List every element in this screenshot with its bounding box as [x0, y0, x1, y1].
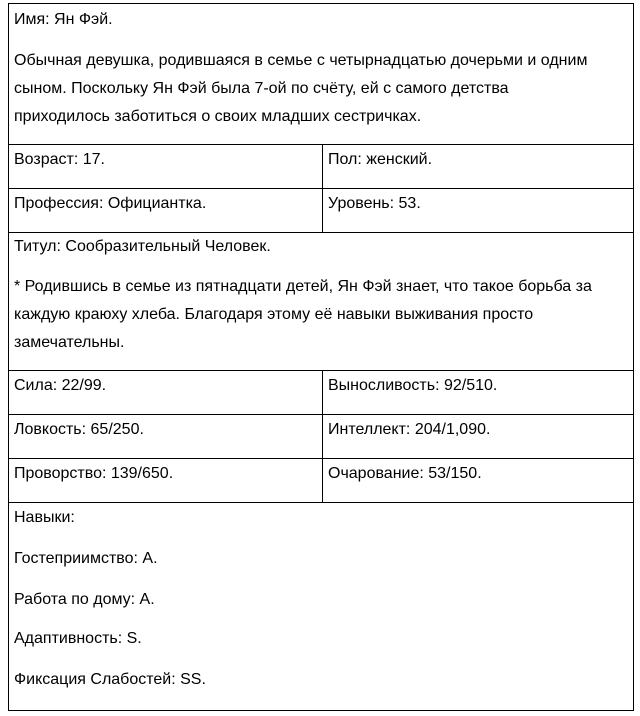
skill-item: Гостеприимство: А. [14, 550, 158, 567]
table-column-divider [322, 144, 323, 232]
table-divider [8, 232, 634, 233]
age-value: Возраст: 17. [14, 151, 105, 168]
table-divider [8, 370, 634, 371]
bio-line: сыном. Поскольку Ян Фэй была 7-ой по счёту, ей с самого детства [14, 80, 509, 97]
gender-value: Пол: женский. [328, 151, 433, 168]
stamina-value: Выносливость: 92/510. [328, 377, 498, 394]
table-border-bottom [8, 710, 634, 711]
bio-line: Обычная девушка, родившаяся в семье с четырнадцатью дочерьми и одним [14, 52, 588, 69]
table-divider [8, 458, 634, 459]
strength-value: Сила: 22/99. [14, 377, 107, 394]
bio-paragraph [14, 47, 587, 131]
skill-item: Работа по дому: А. [14, 591, 155, 608]
skill-item: Фиксация Слабостей: SS. [14, 671, 206, 688]
skill-item: Адаптивность: S. [14, 630, 142, 647]
table-divider [8, 144, 634, 145]
intellect-value: Интеллект: 204/1,090. [328, 421, 491, 438]
name-line: Имя: Ян Фэй. [14, 11, 113, 28]
table-border-left [8, 3, 9, 711]
profession-value: Профессия: Официантка. [14, 195, 207, 212]
charm-value: Очарование: 53/150. [328, 465, 482, 482]
table-divider [8, 414, 634, 415]
agility-value: Проворство: 139/650. [14, 465, 174, 482]
table-border-right [633, 3, 634, 711]
table-divider [8, 188, 634, 189]
skills-header: Навыки: [14, 509, 75, 526]
table-column-divider [322, 370, 323, 502]
bio-line: приходилось заботиться о своих младших сестричках. [14, 108, 422, 125]
title-desc-line: * Родившись в семье из пятнадцати детей, Ян Фэй знает, что такое борьба за [14, 278, 592, 295]
dexterity-value: Ловкость: 65/250. [14, 421, 144, 438]
title-description [14, 273, 592, 357]
title-line: Титул: Сообразительный Человек. [14, 238, 271, 255]
title-desc-line: каждую краюху хлеба. Благодаря этому её навыки выживания просто [14, 306, 534, 323]
level-value: Уровень: 53. [328, 195, 421, 212]
title-desc-line: замечательны. [14, 334, 125, 351]
table-divider [8, 502, 634, 503]
table-border-top [8, 3, 634, 4]
